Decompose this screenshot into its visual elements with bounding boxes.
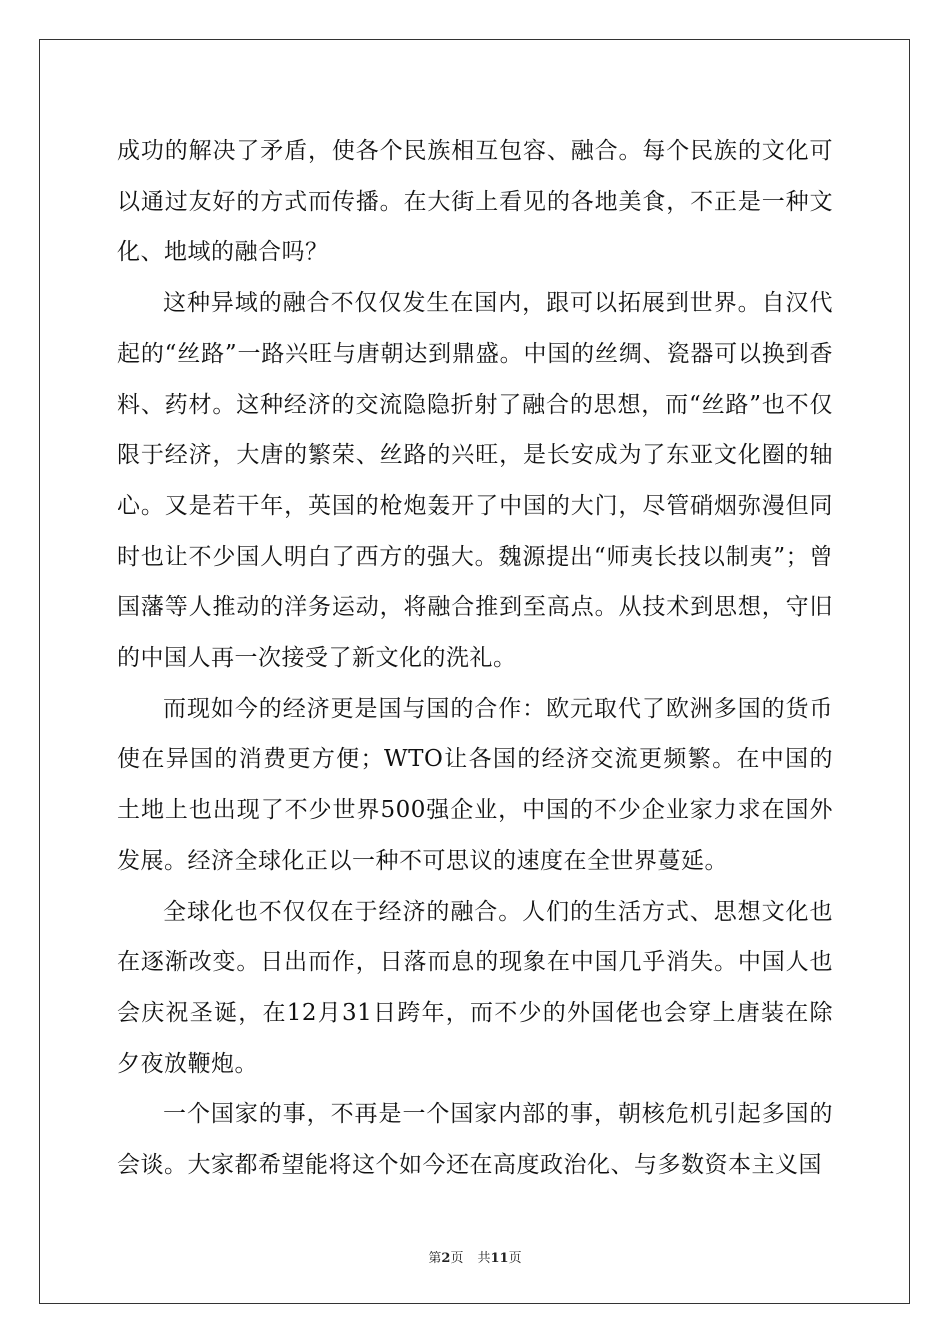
paragraph-2: 这种异域的融合不仅仅发生在国内，跟可以拓展到世界。自汉代起的“丝路”一路兴旺与唐朝达到鼎盛。中国的丝绸、瓷器可以换到香料、药材。这种经济的交流隐隐折射了融合的思想，而“丝路”也不仅限于经济，大唐的繁荣、丝路的兴旺，是长安成为了东亚文化圈的轴心。又是若干年，英国的枪炮轰开了中国的大门，尽管硝烟弥漫但同时也让不少国人明白了西方的强大。魏源提出“师夷长技以制夷”；曾国藩等人推动的洋务运动，将融合推到至高点。从技术到思想，守旧的中国人再一次接受了新文化的洗礼。 bbox=[117, 290, 833, 672]
total-pages: 11 bbox=[490, 1251, 509, 1266]
page-label-prefix: 第 bbox=[428, 1251, 442, 1266]
paragraph-1: 成功的解决了矛盾，使各个民族相互包容、融合。每个民族的文化可以通过友好的方式而传播。在大街上看见的各地美食，不正是一种文化、地域的融合吗？ bbox=[117, 138, 833, 266]
paragraph-3: 而现如今的经济更是国与国的合作：欧元取代了欧洲多国的货币使在异国的消费更方便；WTO让各国的经济交流更频繁。在中国的土地上也出现了不少世界500强企业，中国的不少企业家力求在国外发展。经济全球化正以一种不可思议的速度在全世界蔓延。 bbox=[117, 695, 833, 874]
document-body bbox=[117, 126, 833, 1191]
total-label-prefix: 共 bbox=[477, 1251, 491, 1266]
total-label-suffix: 页 bbox=[508, 1251, 522, 1266]
page-footer bbox=[0, 1247, 950, 1266]
paragraph-5: 一个国家的事，不再是一个国家内部的事，朝核危机引起多国的会谈。大家都希望能将这个如今还在高度政治化、与多数资本主义国 bbox=[117, 1101, 833, 1179]
page-label-suffix: 页 bbox=[450, 1251, 464, 1266]
page-number: 2 bbox=[441, 1251, 451, 1266]
paragraph-4: 全球化也不仅仅在于经济的融合。人们的生活方式、思想文化也在逐渐改变。日出而作，日落而息的现象在中国几乎消失。中国人也会庆祝圣诞，在12月31日跨年，而不少的外国佬也会穿上唐装在除夕夜放鞭炮。 bbox=[117, 898, 833, 1077]
